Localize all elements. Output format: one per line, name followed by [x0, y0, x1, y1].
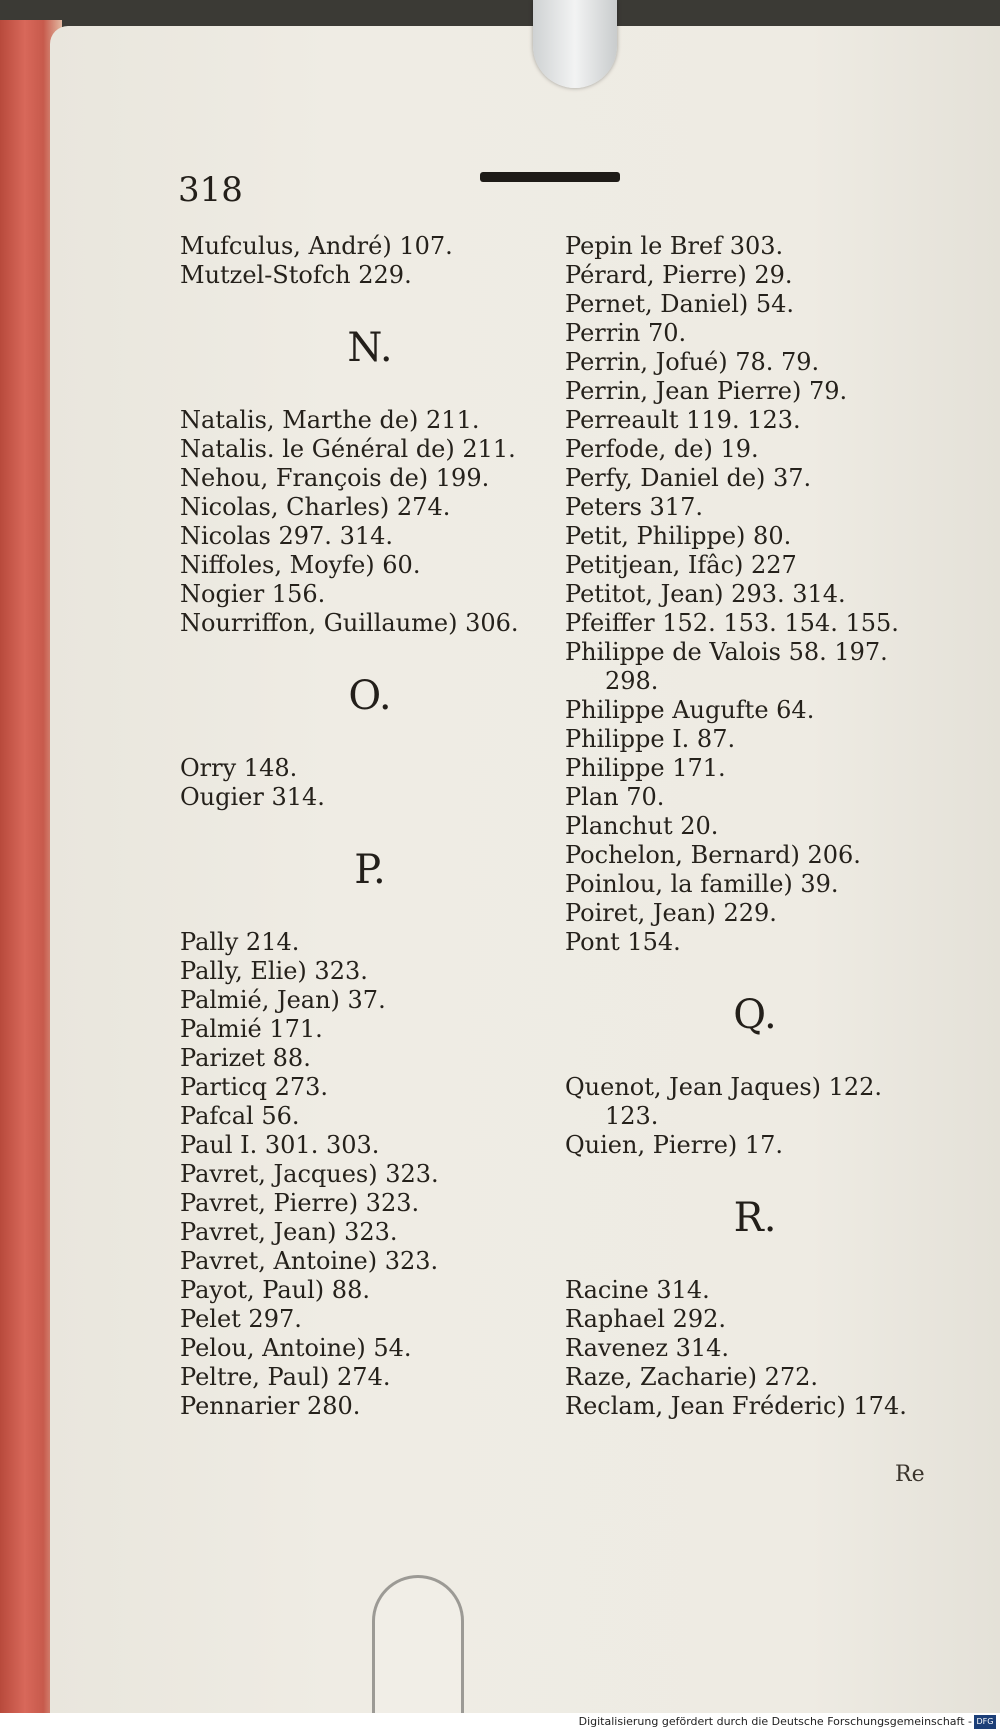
footer-credit-text: Digitalisierung gefördert durch die Deutsche Forschungsgemeinschaft -: [578, 1715, 972, 1728]
index-entry: Poiret, Jean) 229.: [565, 899, 777, 927]
index-entry: Palmié, Jean) 37.: [180, 986, 386, 1014]
index-entry: Poinlou, la famille) 39.: [565, 870, 839, 898]
index-entry: Racine 314.: [565, 1276, 710, 1304]
index-entry: Nicolas 297. 314.: [180, 522, 393, 550]
section-letter-block: [180, 638, 560, 754]
index-entry: Perrin 70.: [565, 319, 687, 347]
section-letter-block: [565, 1160, 945, 1276]
index-entry: Perfode, de) 19.: [565, 435, 759, 463]
section-letter-block: [565, 957, 945, 1073]
index-column-right: [565, 232, 945, 1421]
page-clip-bottom: [372, 1575, 464, 1731]
index-entry: Mufculus, André) 107.: [180, 232, 453, 260]
header-rule: [480, 172, 620, 182]
page-number: 318: [178, 170, 243, 210]
page-clip-top: [533, 0, 617, 88]
index-entry: Pavret, Antoine) 323.: [180, 1247, 439, 1275]
index-entry: Pelou, Antoine) 54.: [180, 1334, 412, 1362]
index-entry: Pally, Elie) 323.: [180, 957, 368, 985]
index-entry: Nourriffon, Guillaume) 306.: [180, 609, 519, 637]
index-entry: Natalis. le Général de) 211.: [180, 435, 516, 463]
index-entry: Pavret, Jacques) 323.: [180, 1160, 439, 1188]
index-entry: Payot, Paul) 88.: [180, 1276, 370, 1304]
section-letter: Q.: [733, 992, 777, 1038]
index-entry: Nehou, François de) 199.: [180, 464, 490, 492]
index-entry: Pochelon, Bernard) 206.: [565, 841, 861, 869]
index-entry: Nogier 156.: [180, 580, 326, 608]
index-entry: Quien, Pierre) 17.: [565, 1131, 784, 1159]
index-entry: Pavret, Pierre) 323.: [180, 1189, 420, 1217]
index-entry: Pafcal 56.: [180, 1102, 300, 1130]
index-entry: Petit, Philippe) 80.: [565, 522, 792, 550]
section-letter: O.: [348, 673, 392, 719]
index-entry: Natalis, Marthe de) 211.: [180, 406, 480, 434]
index-entry: Pennarier 280.: [180, 1392, 361, 1420]
index-entry: Pfeiffer 152. 153. 154. 155.: [565, 609, 899, 637]
index-entry: Pally 214.: [180, 928, 300, 956]
index-entry: Mutzel-Stofch 229.: [180, 261, 412, 289]
section-letter: P.: [354, 847, 386, 893]
index-entry: Particq 273.: [180, 1073, 329, 1101]
index-entry: Plan 70.: [565, 783, 665, 811]
index-entry: Pepin le Bref 303.: [565, 232, 784, 260]
index-entry: Orry 148.: [180, 754, 298, 782]
section-letter: N.: [347, 325, 393, 371]
index-entry: Parizet 88.: [180, 1044, 311, 1072]
index-entry: Pavret, Jean) 323.: [180, 1218, 398, 1246]
index-entry: Paul I. 301. 303.: [180, 1131, 380, 1159]
index-entry: Peters 317.: [565, 493, 703, 521]
index-entry: Ravenez 314.: [565, 1334, 730, 1362]
index-entry: Pelet 297.: [180, 1305, 302, 1333]
index-entry: Palmié 171.: [180, 1015, 323, 1043]
index-entry: Petitot, Jean) 293. 314.: [565, 580, 846, 608]
index-entry: Niffoles, Moyfe) 60.: [180, 551, 421, 579]
index-entry: Nicolas, Charles) 274.: [180, 493, 451, 521]
index-column-left: [180, 232, 560, 1421]
index-entry: Pernet, Daniel) 54.: [565, 290, 795, 318]
index-entry: Petitjean, Ifâc) 227: [565, 551, 797, 579]
index-entry: Perrin, Jean Pierre) 79.: [565, 377, 848, 405]
dfg-logo-icon: DFG: [974, 1715, 996, 1729]
index-entry: Pont 154.: [565, 928, 681, 956]
index-entry-continuation: 123.: [605, 1102, 659, 1130]
section-letter-block: [180, 290, 560, 406]
index-entry: Philippe Augufte 64.: [565, 696, 815, 724]
index-entry: Philippe de Valois 58. 197.: [565, 638, 888, 666]
index-entry: Quenot, Jean Jaques) 122.: [565, 1073, 883, 1101]
index-entry: Philippe 171.: [565, 754, 726, 782]
index-entry: Raphael 292.: [565, 1305, 727, 1333]
index-entry: Peltre, Paul) 274.: [180, 1363, 391, 1391]
index-entry-continuation: 298.: [605, 667, 659, 695]
index-entry: Pérard, Pierre) 29.: [565, 261, 793, 289]
index-entry: Perreault 119. 123.: [565, 406, 801, 434]
index-entry: Perrin, Jofué) 78. 79.: [565, 348, 820, 376]
footer-bar: [0, 1713, 1000, 1731]
index-entry: Philippe I. 87.: [565, 725, 736, 753]
index-entry: Reclam, Jean Fréderic) 174.: [565, 1392, 907, 1420]
catchword: Re: [895, 1462, 925, 1487]
index-entry: Ougier 314.: [180, 783, 325, 811]
index-entry: Raze, Zacharie) 272.: [565, 1363, 819, 1391]
index-entry: Perfy, Daniel de) 37.: [565, 464, 812, 492]
section-letter: R.: [733, 1195, 777, 1241]
section-letter-block: [180, 812, 560, 928]
index-entry: Planchut 20.: [565, 812, 719, 840]
